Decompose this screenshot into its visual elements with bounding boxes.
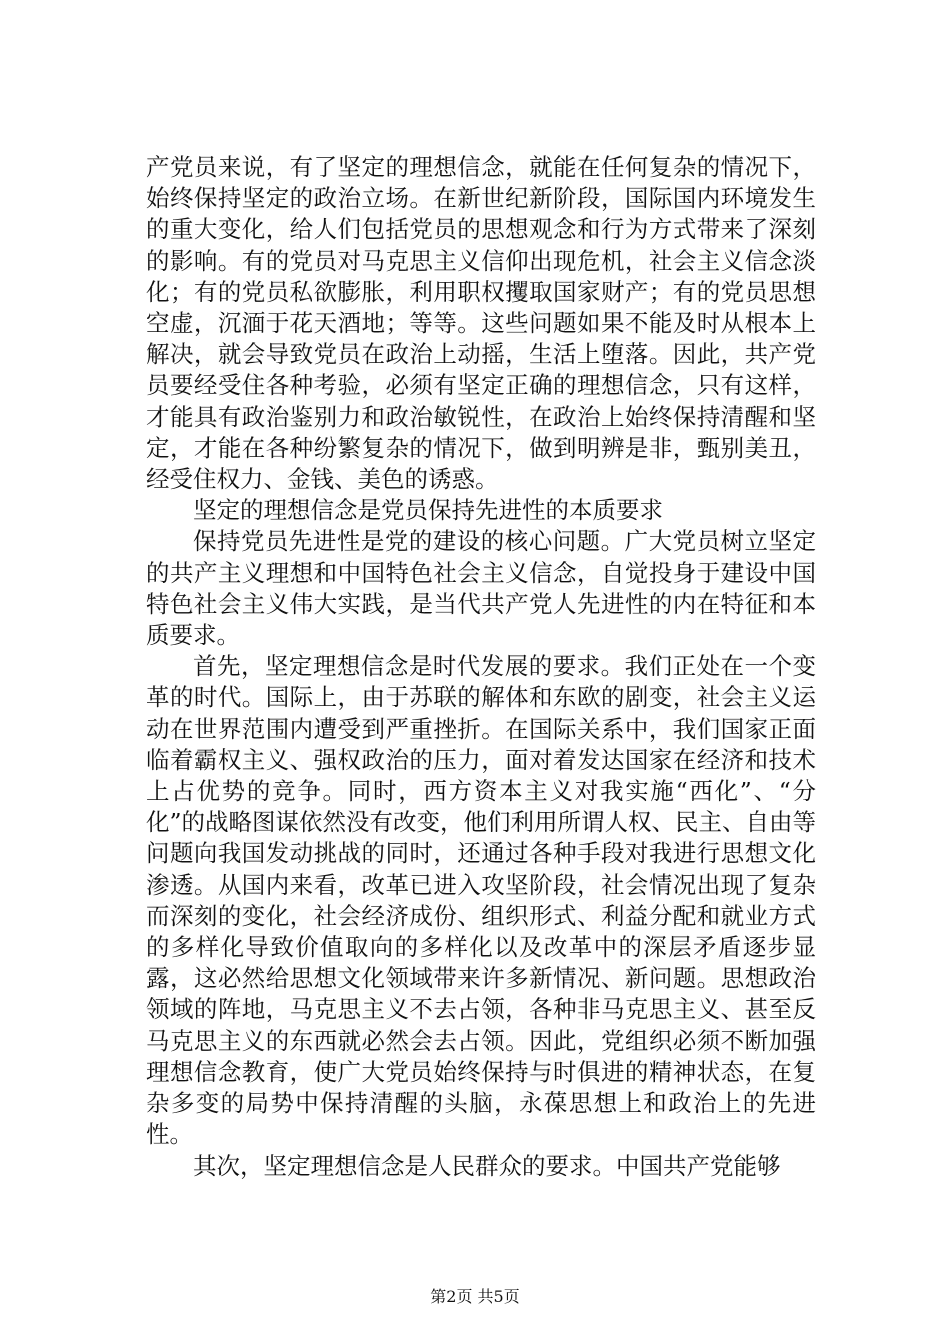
page-number-footer: 第2页 共5页 [430,1287,520,1306]
section-heading: 坚定的理想信念是党员保持先进性的本质要求 [193,496,663,525]
paragraph: 产党员来说，有了坚定的理想信念，就能在任何复杂的情况下，始终保持坚定的政治立场。在新世纪新阶段，国际国内环境发生的重大变化，给人们包括党员的思想观念和行为方式带来了深刻的影响。有的党员对马克思主义信仰出现危机，社会主义信念淡化；有的党员私欲膨胀，利用职权攫取国家财产；有的党员思想空虚，沉湎于花天酒地；等等。这些问题如果不能及时从根本上解决，就会导致党员在政治上动摇，生活上堕落。因此，共产党员要经受住各种考验，必须有坚定正确的理想信念，只有这样，才能具有政治鉴别力和政治敏锐性，在政治上始终保持清醒和坚定，才能在各种纷繁复杂的情况下，做到明辨是非，甄别美丑，经受住权力、金钱、美色的诱惑。 [146,153,816,494]
paragraph: 保持党员先进性是党的建设的核心问题。广大党员树立坚定的共产主义理想和中国特色社会主义信念，自觉投身于建设中国特色社会主义伟大实践，是当代共产党人先进性的内在特征和本质要求。 [146,527,816,650]
document-body [146,152,816,1182]
paragraph: 首先，坚定理想信念是时代发展的要求。我们正处在一个变革的时代。国际上，由于苏联的解体和东欧的剧变，社会主义运动在世界范围内遭受到严重挫折。在国际关系中，我们国家正面临着霸权主义、强权政治的压力，面对着发达国家在经济和技术上占优势的竞争。同时，西方资本主义对我实施“西化”、“分化”的战略图谋依然没有改变，他们利用所谓人权、民主、自由等问题向我国发动挑战的同时，还通过各种手段对我进行思想文化渗透。从国内来看，改革已进入攻坚阶段，社会情况出现了复杂而深刻的变化，社会经济成份、组织形式、利益分配和就业方式的多样化导致价值取向的多样化以及改革中的深层矛盾逐步显露，这必然给思想文化领域带来许多新情况、新问题。思想政治领域的阵地，马克思主义不去占领，各种非马克思主义、甚至反马克思主义的东西就必然会去占领。因此，党组织必须不断加强理想信念教育，使广大党员始终保持与时俱进的精神状态，在复杂多变的局势中保持清醒的头脑，永葆思想上和政治上的先进性。 [146,652,817,1149]
paragraph: 其次，坚定理想信念是人民群众的要求。中国共产党能够 [193,1151,781,1180]
